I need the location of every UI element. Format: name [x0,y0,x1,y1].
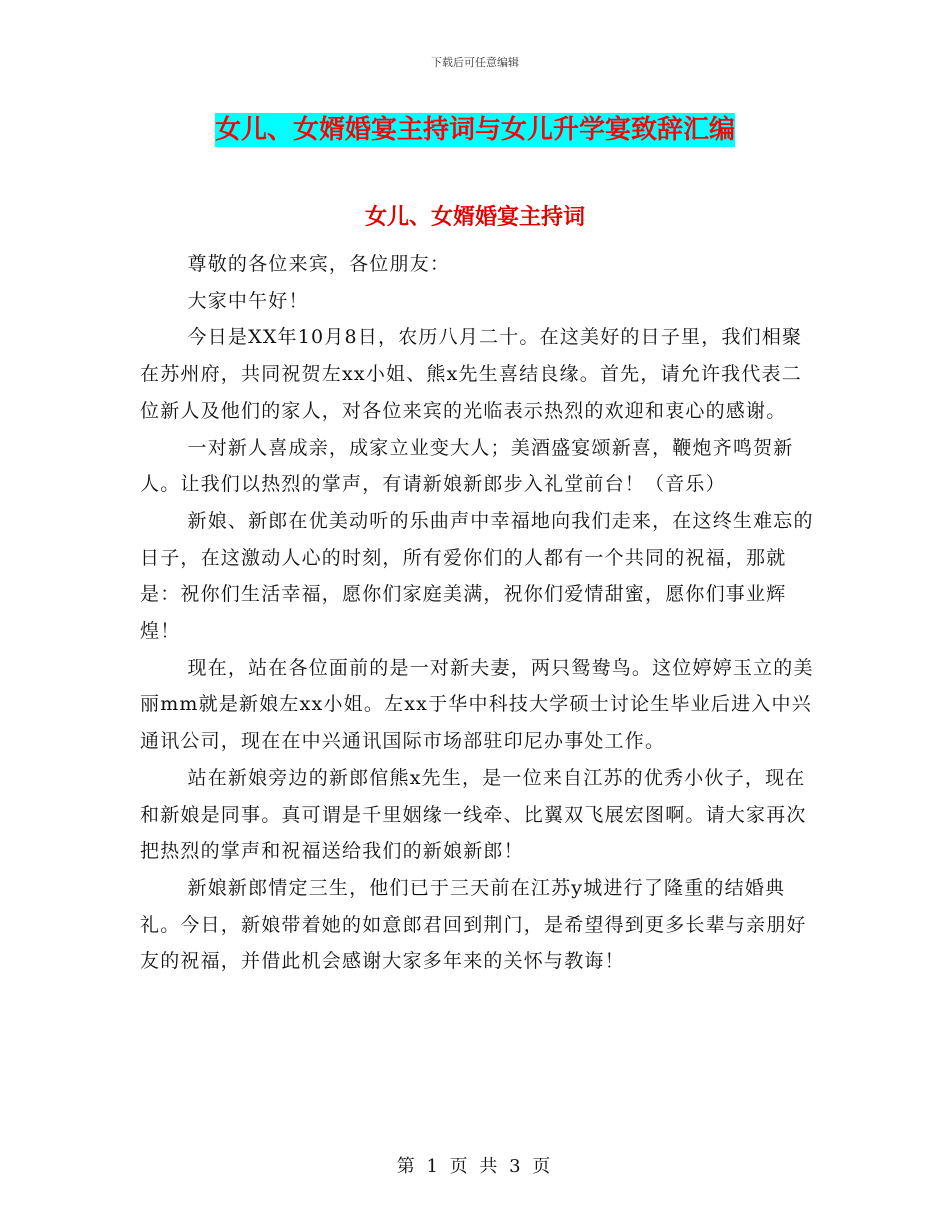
paragraph-hello: 大家中午好！ [187,289,309,312]
header-note: 下载后可任意编辑 [431,56,519,69]
section-title: 女儿、女婿婚宴主持词 [364,204,585,230]
paragraph-date-intro: 今日是XX年10月8日，农历八月二十。在这美好的日子里，我们相聚在苏州府，共同祝贺左xx小姐、熊x先生喜结良缘。首先，请允许我代表二位新人及他们的家人，对各位来宾的光临表示热烈的欢迎和衷心的感谢。 [140,326,803,422]
paragraph-bride-intro: 现在，站在各位面前的是一对新夫妻，两只鸳鸯鸟。这位婷婷玉立的美丽mm就是新娘左xx小姐。左xx于华中科技大学硕士讨论生毕业后进入中兴通讯公司，现在在中兴通讯国际市场部驻印尼办事处工作。 [140,656,814,753]
paragraph-groom-intro: 站在新娘旁边的新郎倌熊x先生，是一位来自江苏的优秀小伙子，现在和新娘是同事。真可谓是千里姻缘一线牵、比翼双飞展宏图啊。请大家再次把热烈的掌声和祝福送给我们的新娘新郎！ [140,766,807,863]
paragraph-greeting: 尊敬的各位来宾，各位朋友： [187,253,451,275]
paragraph-welcome-couple: 一对新人喜成亲，成家立业变大人；美酒盛宴颂新喜，鞭炮齐鸣贺新人。让我们以热烈的掌声，有请新娘新郎步入礼堂前台！（音乐） [140,436,794,496]
document-title [0,110,950,147]
paragraph-blessing: 新娘、新郎在优美动听的乐曲声中幸福地向我们走来，在这终生难忘的日子，在这激动人心的时刻，所有爱你们的人都有一个共同的祝福，那就是：祝你们生活幸福，愿你们家庭美满，祝你们爱情甜蜜，愿你们事业辉煌！ [140,509,814,643]
document-title-text: 女儿、女婿婚宴主持词与女儿升学宴致辞汇编 [214,115,735,145]
document-body [140,246,815,980]
paragraph-closing: 新娘新郎情定三生，他们已于三天前在江苏y城进行了隆重的结婚典礼。今日，新娘带着她的如意郎君回到荆门，是希望得到更多长辈与亲朋好友的祝福，并借此机会感谢大家多年来的关怀与教诲！ [140,876,807,973]
page-number: 第 1 页 共 3 页 [396,1156,554,1177]
